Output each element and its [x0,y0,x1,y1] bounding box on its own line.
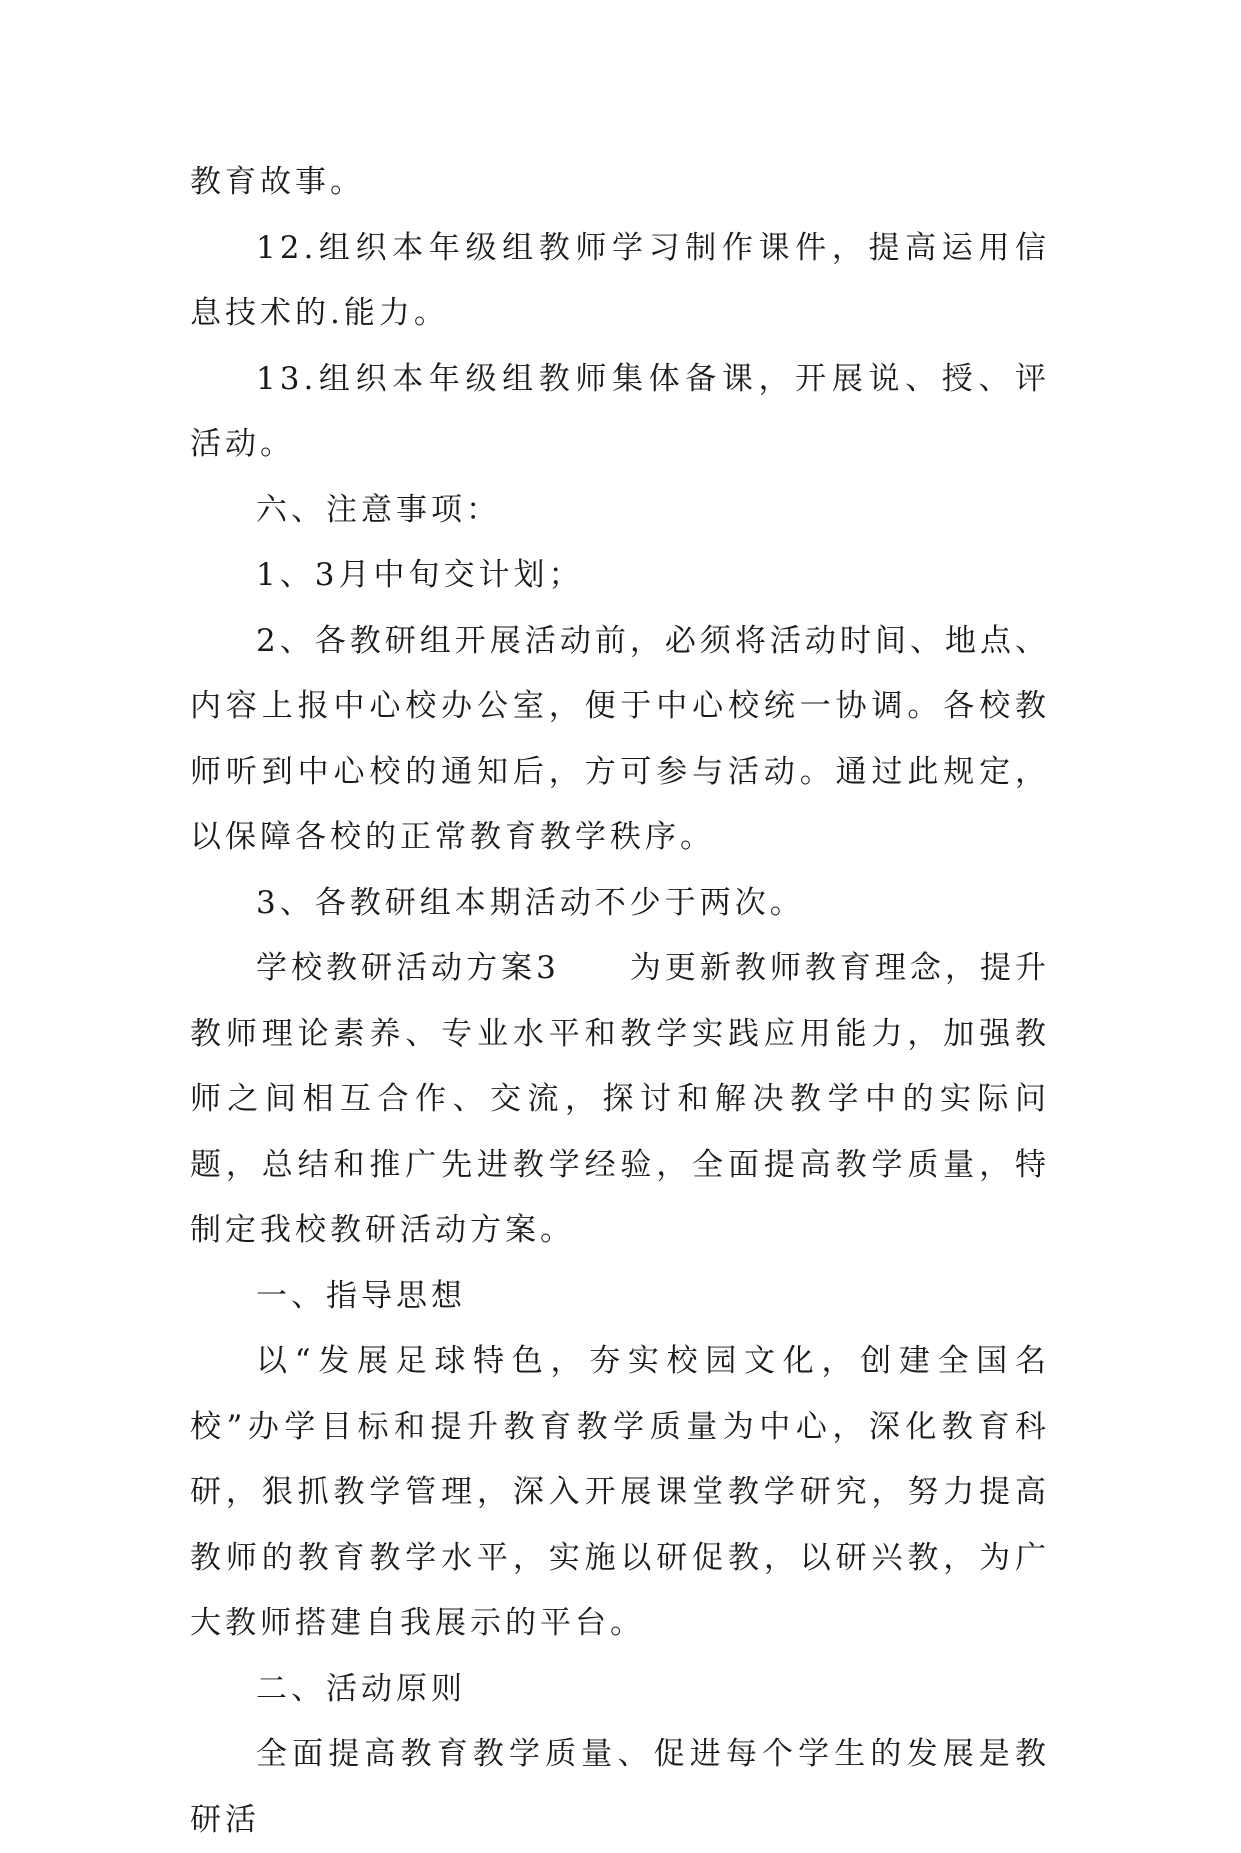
document-body [190,150,1050,1853]
paragraph-5: 1、3月中旬交计划； [256,557,584,593]
section-heading-notes: 六、注意事项： [256,491,501,528]
paragraph-7: 3、各教研组本期活动不少于两次。 [256,884,805,921]
paragraph-10: 以“发展足球特色，夯实校园文化，创建全国名校”办学目标和提升教育教学质量为中心，深化教育科研，狠抓教学管理，深入开展课堂教学研究，努力提高教师的教育教学水平，实施以研促教，以研兴教，为广大教师搭建自我展示的平台。 [190,1343,1050,1641]
paragraph-1: 教育故事。 [190,164,365,200]
paragraph-3: 13.组织本年级组教师集体备课，开展说、授、评活动。 [190,360,1050,462]
paragraph-6: 2、各教研组开展活动前，必须将活动时间、地点、内容上报中心校办公室，便于中心校统一协调。各校教师听到中心校的通知后，方可参与活动。通过此规定，以保障各校的正常教育教学秩序。 [190,622,1050,855]
paragraph-12: 全面提高教育教学质量、促进每个学生的发展是教研活 [190,1736,1050,1838]
section-heading-principles: 二、活动原则 [256,1670,466,1707]
section-heading-guiding-ideas: 一、指导思想 [256,1277,466,1314]
paragraph-2: 12.组织本年级组教师学习制作课件，提高运用信息技术的.能力。 [190,229,1050,331]
paragraph-8: 学校教研活动方案3 为更新教师教育理念，提升教师理论素养、专业水平和教学实践应用能力，加强教师之间相互合作、交流，探讨和解决教学中的实际问题，总结和推广先进教学经验，全面提高教学质量，特制定我校教研活动方案。 [190,950,1050,1248]
